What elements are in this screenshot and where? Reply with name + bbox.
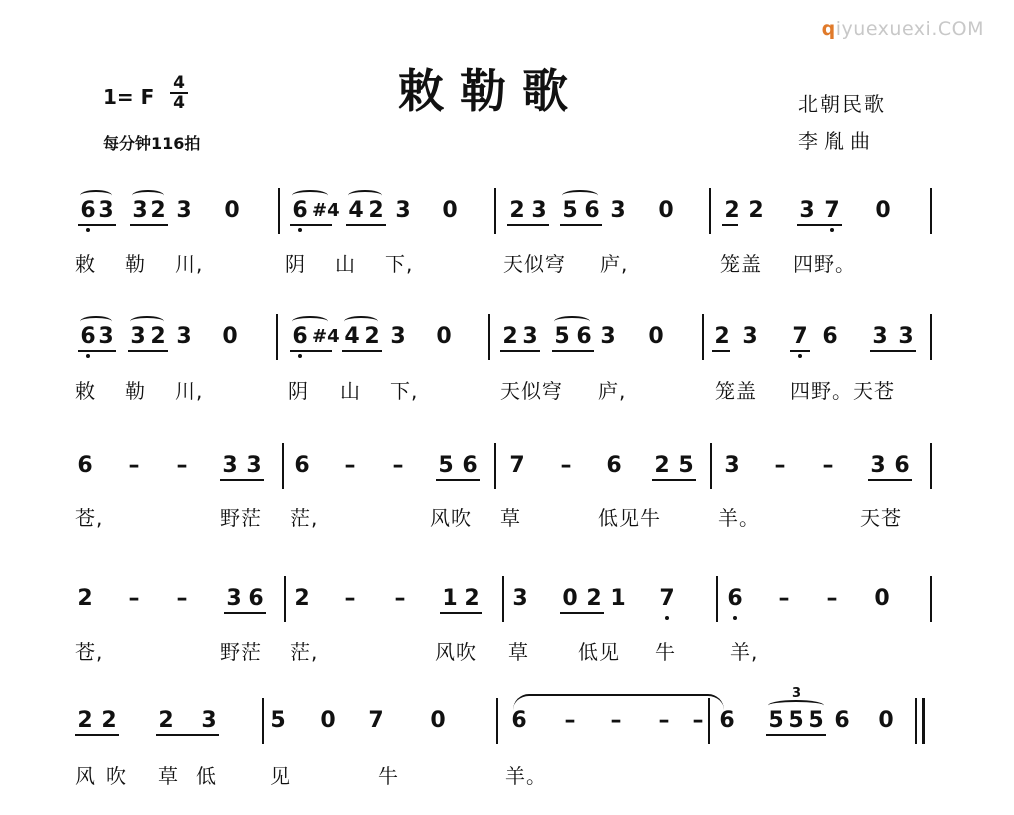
note: – bbox=[344, 453, 356, 478]
note: 3 bbox=[132, 198, 148, 223]
lyric-text: 下, bbox=[390, 379, 419, 403]
barline bbox=[278, 188, 280, 234]
note: 0 bbox=[648, 324, 664, 349]
slur-mark bbox=[292, 316, 328, 327]
note: 0 bbox=[430, 708, 446, 733]
note: 2 bbox=[502, 324, 518, 349]
lyric-text: 茫, bbox=[290, 506, 319, 530]
barline bbox=[284, 576, 286, 622]
note: 3 bbox=[226, 586, 242, 611]
note: 1 bbox=[610, 586, 626, 611]
note: 6 bbox=[290, 198, 310, 224]
note: 3 bbox=[799, 198, 815, 223]
site-watermark bbox=[822, 18, 984, 40]
barline bbox=[276, 314, 278, 360]
note: 7 bbox=[822, 198, 842, 224]
beam-line bbox=[797, 224, 842, 226]
lyric-text: 低 bbox=[196, 764, 217, 788]
lyric-text: 勒 bbox=[125, 252, 146, 276]
barline bbox=[930, 314, 932, 360]
note: – bbox=[778, 586, 790, 611]
note: 2 bbox=[724, 198, 740, 223]
lyric-text: 见 bbox=[270, 764, 291, 788]
beam-line bbox=[722, 224, 738, 226]
lyric-text: 庐, bbox=[598, 379, 627, 403]
note: 2 bbox=[77, 708, 93, 733]
lyric-text: 敕 bbox=[75, 379, 96, 403]
lyric-text: 敕 bbox=[75, 252, 96, 276]
slur-mark bbox=[562, 190, 598, 201]
note: 3 bbox=[98, 324, 114, 349]
note: 3 bbox=[872, 324, 888, 349]
lyric-text: 牛 bbox=[378, 764, 399, 788]
note: 3 bbox=[870, 453, 886, 478]
lyric-text: 勒 bbox=[125, 379, 146, 403]
note: – bbox=[610, 708, 622, 733]
lyric-text: 野茫 bbox=[220, 640, 262, 664]
note: 0 bbox=[875, 198, 891, 223]
note: 3 bbox=[522, 324, 538, 349]
note: 3 bbox=[98, 198, 114, 223]
note: 2 bbox=[150, 324, 166, 349]
note: 6 bbox=[511, 708, 527, 733]
note: 5 bbox=[678, 453, 694, 478]
lyric-text: 下, bbox=[385, 252, 414, 276]
beam-line bbox=[290, 224, 332, 226]
note: 6 bbox=[894, 453, 910, 478]
note: #4 bbox=[312, 326, 340, 347]
slur-mark bbox=[80, 316, 112, 327]
note: 0 bbox=[874, 586, 890, 611]
lyric-text: 低见 bbox=[578, 640, 620, 664]
note: 2 bbox=[464, 586, 480, 611]
lyric-text: 风 bbox=[75, 764, 96, 788]
time-signature-top: 4 bbox=[170, 74, 188, 94]
note: – bbox=[564, 708, 576, 733]
triplet-bracket bbox=[768, 700, 824, 711]
note: – bbox=[826, 586, 838, 611]
slur-mark bbox=[344, 316, 378, 327]
slur-mark bbox=[132, 190, 164, 201]
lyric-text: 川, bbox=[175, 379, 204, 403]
lyric-text: 草 bbox=[500, 506, 521, 530]
note: 5 bbox=[808, 708, 824, 733]
note: 3 bbox=[176, 324, 192, 349]
note: 6 bbox=[606, 453, 622, 478]
slur-mark bbox=[80, 190, 112, 201]
note: 5 bbox=[438, 453, 454, 478]
note: 2 bbox=[368, 198, 384, 223]
note: 5 bbox=[270, 708, 286, 733]
beam-line bbox=[560, 612, 604, 614]
note: 5 bbox=[788, 708, 804, 733]
final-barline bbox=[922, 698, 925, 744]
note: 5 bbox=[768, 708, 784, 733]
note: 6 bbox=[78, 324, 98, 350]
tie-mark bbox=[513, 694, 724, 710]
note: 4 bbox=[348, 198, 364, 223]
lyric-text: 山 bbox=[335, 252, 356, 276]
note: 6 bbox=[78, 198, 98, 224]
beam-line bbox=[346, 224, 386, 226]
note: 1 bbox=[442, 586, 458, 611]
lyric-text: 阴 bbox=[288, 379, 309, 403]
barline bbox=[930, 443, 932, 489]
barline bbox=[282, 443, 284, 489]
barline bbox=[496, 698, 498, 744]
lyric-text: 羊。 bbox=[718, 506, 760, 530]
note: 3 bbox=[222, 453, 238, 478]
watermark-logo-letter: q bbox=[821, 18, 836, 40]
note: 3 bbox=[390, 324, 406, 349]
note: – bbox=[560, 453, 572, 478]
time-signature bbox=[170, 74, 188, 112]
lyric-text: 苍, bbox=[75, 640, 104, 664]
note: 2 bbox=[150, 198, 166, 223]
lyric-text: 笼盖 bbox=[715, 379, 757, 403]
beam-line bbox=[78, 224, 116, 226]
note: 0 bbox=[658, 198, 674, 223]
beam-line bbox=[440, 612, 482, 614]
barline bbox=[488, 314, 490, 360]
barline bbox=[494, 188, 496, 234]
note: 5 bbox=[554, 324, 570, 349]
lyric-text: 川, bbox=[175, 252, 204, 276]
lyric-text: 牛 bbox=[655, 640, 676, 664]
note: 3 bbox=[176, 198, 192, 223]
note: 2 bbox=[509, 198, 525, 223]
lyric-text: 茫, bbox=[290, 640, 319, 664]
note: 2 bbox=[101, 708, 117, 733]
barline bbox=[930, 188, 932, 234]
note: 6 bbox=[719, 708, 735, 733]
lyric-text: 野茫 bbox=[220, 506, 262, 530]
beam-line bbox=[290, 350, 332, 352]
note: 2 bbox=[586, 586, 602, 611]
barline bbox=[502, 576, 504, 622]
note: 2 bbox=[654, 453, 670, 478]
composer-credit: 李胤曲 bbox=[798, 129, 876, 153]
note: – bbox=[392, 453, 404, 478]
lyric-text: 四野。天苍 bbox=[790, 379, 895, 403]
beam-line bbox=[78, 350, 116, 352]
note: 6 bbox=[290, 324, 310, 350]
beam-line bbox=[560, 224, 602, 226]
note: 3 bbox=[246, 453, 262, 478]
beam-line bbox=[790, 350, 810, 352]
lyric-text: 草 bbox=[158, 764, 179, 788]
beam-line bbox=[130, 224, 168, 226]
lyric-text: 低见牛 bbox=[598, 506, 661, 530]
song-origin: 北朝民歌 bbox=[798, 92, 886, 116]
barline bbox=[262, 698, 264, 744]
note: 7 bbox=[790, 324, 810, 350]
note: 6 bbox=[725, 586, 745, 612]
lyric-text: 苍, bbox=[75, 506, 104, 530]
beam-line bbox=[220, 479, 264, 481]
note: 7 bbox=[509, 453, 525, 478]
watermark-text: iyuexuexi.COM bbox=[835, 18, 984, 40]
note: 7 bbox=[368, 708, 384, 733]
note: 2 bbox=[294, 586, 310, 611]
lyric-text: 天似穹 bbox=[500, 379, 563, 403]
lyric-text: 羊, bbox=[730, 640, 759, 664]
note: 6 bbox=[822, 324, 838, 349]
lyric-text: 吹 bbox=[106, 764, 127, 788]
note: – bbox=[176, 453, 188, 478]
note: – bbox=[344, 586, 356, 611]
beam-line bbox=[870, 350, 916, 352]
slur-mark bbox=[130, 316, 164, 327]
note: – bbox=[692, 708, 704, 733]
note: 3 bbox=[531, 198, 547, 223]
note: 6 bbox=[576, 324, 592, 349]
note: 0 bbox=[878, 708, 894, 733]
lyric-text: 庐, bbox=[600, 252, 629, 276]
note: 2 bbox=[158, 708, 174, 733]
beam-line bbox=[552, 350, 594, 352]
note: 6 bbox=[77, 453, 93, 478]
note: 6 bbox=[462, 453, 478, 478]
barline bbox=[930, 576, 932, 622]
lyric-text: 山 bbox=[340, 379, 361, 403]
note: 3 bbox=[600, 324, 616, 349]
beam-line bbox=[507, 224, 549, 226]
lyric-text: 天似穹 bbox=[503, 252, 566, 276]
note: 3 bbox=[395, 198, 411, 223]
lyric-text: 草 bbox=[508, 640, 529, 664]
note: 6 bbox=[248, 586, 264, 611]
beam-line bbox=[712, 350, 730, 352]
lyric-text: 风吹 bbox=[430, 506, 472, 530]
note: 3 bbox=[610, 198, 626, 223]
slur-mark bbox=[554, 316, 590, 327]
note: 0 bbox=[224, 198, 240, 223]
note: 2 bbox=[714, 324, 730, 349]
note: – bbox=[658, 708, 670, 733]
note: 0 bbox=[320, 708, 336, 733]
note: 2 bbox=[364, 324, 380, 349]
note: 3 bbox=[898, 324, 914, 349]
note: 3 bbox=[201, 708, 217, 733]
barline bbox=[702, 314, 704, 360]
note: 2 bbox=[748, 198, 764, 223]
lyric-text: 阴 bbox=[285, 252, 306, 276]
note: – bbox=[176, 586, 188, 611]
beam-line bbox=[128, 350, 168, 352]
note: 3 bbox=[742, 324, 758, 349]
beam-line bbox=[156, 734, 219, 736]
barline bbox=[494, 443, 496, 489]
note: 6 bbox=[294, 453, 310, 478]
final-barline bbox=[915, 698, 917, 744]
triplet-label: 3 bbox=[792, 686, 802, 701]
barline bbox=[709, 188, 711, 234]
lyric-text: 四野。 bbox=[793, 252, 856, 276]
beam-line bbox=[342, 350, 382, 352]
note: 7 bbox=[657, 586, 677, 612]
song-title: 敕勒歌 bbox=[398, 64, 584, 118]
note: 0 bbox=[436, 324, 452, 349]
beam-line bbox=[75, 734, 119, 736]
slur-mark bbox=[292, 190, 328, 201]
barline bbox=[710, 443, 712, 489]
lyric-text: 羊。 bbox=[505, 764, 547, 788]
note: – bbox=[774, 453, 786, 478]
lyric-text: 笼盖 bbox=[720, 252, 762, 276]
note: 3 bbox=[724, 453, 740, 478]
tempo-marking: 每分钟116拍 bbox=[103, 134, 201, 153]
barline bbox=[716, 576, 718, 622]
note: 4 bbox=[344, 324, 360, 349]
slur-mark bbox=[348, 190, 382, 201]
note: – bbox=[128, 453, 140, 478]
note: 5 bbox=[562, 198, 578, 223]
beam-line bbox=[766, 734, 826, 736]
lyric-text: 风吹 bbox=[435, 640, 477, 664]
note: 6 bbox=[584, 198, 600, 223]
note: 2 bbox=[77, 586, 93, 611]
note: 6 bbox=[834, 708, 850, 733]
note: 0 bbox=[562, 586, 578, 611]
beam-line bbox=[868, 479, 912, 481]
beam-line bbox=[436, 479, 480, 481]
note: – bbox=[128, 586, 140, 611]
note: 0 bbox=[442, 198, 458, 223]
note: 3 bbox=[512, 586, 528, 611]
lyric-text: 天苍 bbox=[860, 506, 902, 530]
beam-line bbox=[500, 350, 540, 352]
time-signature-bottom: 4 bbox=[173, 93, 185, 113]
beam-line bbox=[652, 479, 696, 481]
note: – bbox=[394, 586, 406, 611]
note: 3 bbox=[130, 324, 146, 349]
note: 0 bbox=[222, 324, 238, 349]
beam-line bbox=[224, 612, 266, 614]
note: – bbox=[822, 453, 834, 478]
key-signature: 1= F bbox=[103, 85, 155, 109]
note: #4 bbox=[312, 200, 340, 221]
